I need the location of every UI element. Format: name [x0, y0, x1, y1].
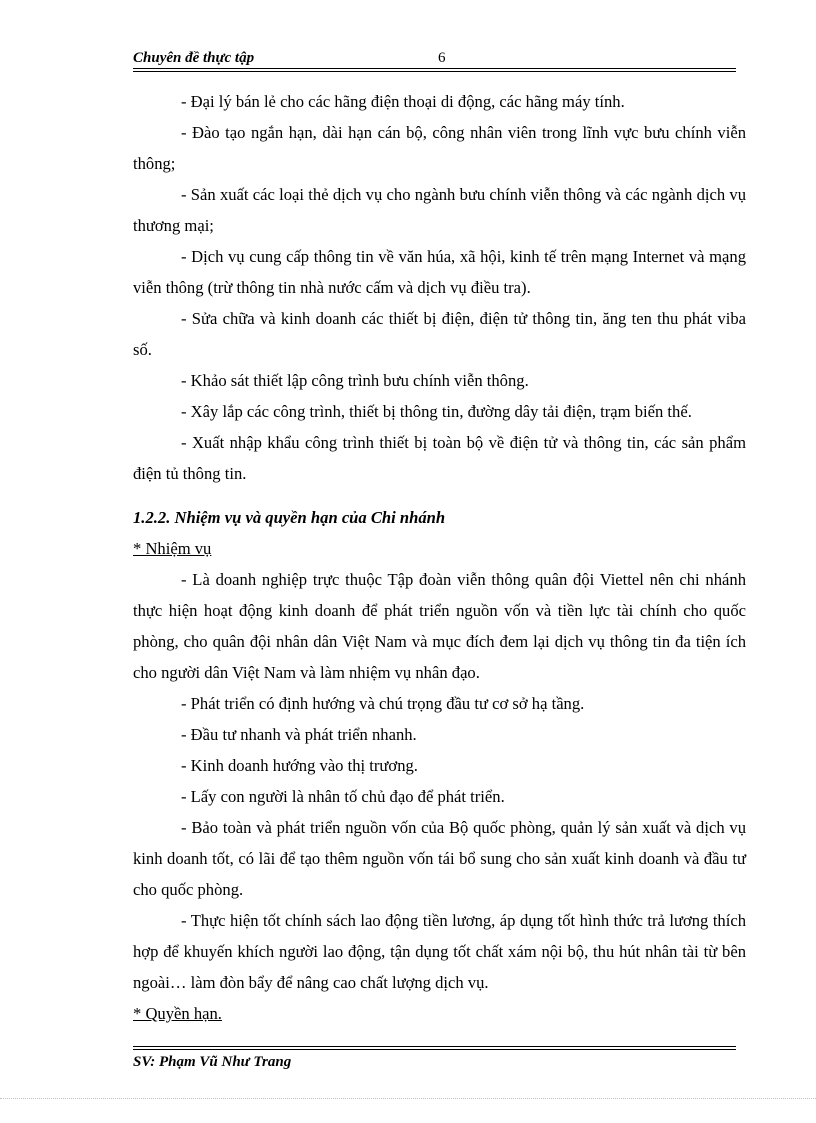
header-rule	[133, 68, 736, 72]
paragraph: - Đầu tư nhanh và phát triển nhanh.	[181, 725, 417, 744]
paragraph: - Sản xuất các loại thẻ dịch vụ cho ngành bưu chính viễn thông và các ngành dịch vụ thương mại;	[133, 185, 746, 235]
paragraph: - Sửa chữa và kinh doanh các thiết bị điện, điện tử thông tin, ăng ten thu phát viba số.	[133, 309, 746, 359]
paragraph: - Kinh doanh hướng vào thị trương.	[181, 756, 418, 775]
paragraph: - Là doanh nghiệp trực thuộc Tập đoàn viễn thông quân đội Viettel nên chi nhánh thực hiện hoạt động kinh doanh để phát triển nguồn vốn và tiền lực tài chính cho quốc phòng, cho quân đội nhân dân Việt Nam và mục đích đem lại dịch vụ thông tin đa tiện ích cho người dân Việt Nam và làm nhiệm vụ nhân đạo.	[133, 570, 746, 682]
paragraph: - Xây lắp các công trình, thiết bị thông tin, đường dây tải điện, trạm biến thế.	[181, 402, 692, 421]
paragraph: - Phát triển có định hướng và chú trọng đầu tư cơ sở hạ tầng.	[181, 694, 585, 713]
page-number: 6	[438, 50, 446, 66]
footer-rule	[133, 1046, 736, 1050]
paragraph: - Đại lý bán lẻ cho các hãng điện thoại di động, các hãng máy tính.	[181, 92, 625, 111]
paragraph: - Xuất nhập khẩu công trình thiết bị toàn bộ về điện tử và thông tin, các sản phẩm điện tủ thông tin.	[133, 433, 746, 483]
paragraph: - Lấy con người là nhân tố chủ đạo để phát triển.	[181, 787, 505, 806]
page-header	[133, 48, 736, 70]
paragraph: - Khảo sát thiết lập công trình bưu chính viễn thông.	[181, 371, 529, 390]
paragraph: - Thực hiện tốt chính sách lao động tiền lương, áp dụng tốt hình thức trả lương thích hợp để khuyến khích người lao động, tận dụng tốt chất xám nội bộ, thu hút nhân tài từ bên ngoài… làm đòn bẩy để nâng cao chất lượng dịch vụ.	[133, 911, 746, 992]
subheading-rights: * Quyền hạn.	[133, 1004, 222, 1023]
page-edge-dotted-line	[0, 1098, 816, 1099]
section-heading: 1.2.2. Nhiệm vụ và quyền hạn của Chi nhánh	[133, 508, 446, 527]
header-title: Chuyên đề thực tập	[133, 50, 255, 66]
page-body	[133, 86, 746, 1029]
footer-author: SV: Phạm Vũ Như Trang	[133, 1054, 292, 1070]
paragraph: - Dịch vụ cung cấp thông tin về văn húa, xã hội, kinh tế trên mạng Internet và mạng viễn thông (trừ thông tin nhà nước cấm và dịch vụ điều tra).	[133, 247, 746, 297]
paragraph: - Đào tạo ngắn hạn, dài hạn cán bộ, công nhân viên trong lĩnh vực bưu chính viễn thông;	[133, 123, 746, 173]
paragraph: - Bảo toàn và phát triển nguồn vốn của Bộ quốc phòng, quản lý sản xuất và dịch vụ kinh doanh tốt, có lãi để tạo thêm nguồn vốn tái bổ sung cho sản xuất kinh doanh và đầu tư cho quốc phòng.	[133, 818, 746, 899]
subheading-tasks: * Nhiệm vụ	[133, 539, 212, 558]
